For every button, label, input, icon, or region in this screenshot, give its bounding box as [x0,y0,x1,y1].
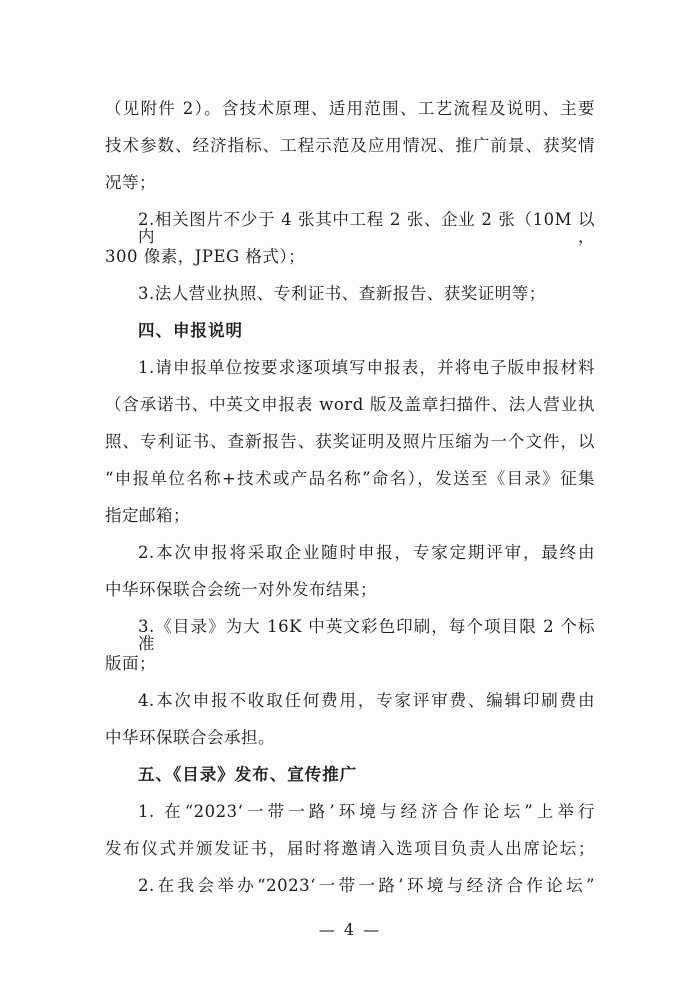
text-line: （含承诺书、中英文申报表 word 版及盖章扫描件、法人营业执 [105,395,595,414]
text-line: 1. 在“2023‘一带一路’环境与经济合作论坛”上举行 [138,802,595,821]
text-line: 3.《目录》为大 16K 中英文彩色印刷，每个项目限 2 个标准 [138,617,595,653]
page-number: — 4 — [318,920,382,939]
text-line: （见附件 2）。含技术原理、适用范围、工艺流程及说明、主要 [105,99,595,118]
text-line: “申报单位名称+技术或产品名称”命名），发送至《目录》征集 [105,469,595,488]
text-line: 发布仪式并颁发证书，届时将邀请入选项目负责人出席论坛； [105,839,595,858]
section-heading: 四、申报说明 [138,321,243,340]
text-line: 2.在我会举办“2023‘一带一路’环境与经济合作论坛” [138,876,595,895]
text-line: 技术参数、经济指标、工程示范及应用情况、推广前景、获奖情 [105,136,595,155]
text-line: 300 像素，JPEG 格式）； [105,247,306,266]
text-line: 1.请申报单位按要求逐项填写申报表，并将电子版申报材料 [138,358,595,377]
text-line: 中华环保联合会统一对外发布结果； [105,580,377,599]
text-line: 指定邮箱； [105,506,190,525]
text-line: 4.本次申报不收取任何费用，专家评审费、编辑印刷费由 [138,691,595,710]
text-line: 3.法人营业执照、专利证书、查新报告、获奖证明等； [138,284,546,303]
text-line: 照、专利证书、查新报告、获奖证明及照片压缩为一个文件，以 [105,432,595,451]
section-heading: 五、《目录》发布、宣传推广 [138,765,358,784]
text-line: 2.本次申报将采取企业随时申报，专家定期评审，最终由 [138,543,595,562]
text-line: 2.相关图片不少于 4 张其中工程 2 张、企业 2 张（10M 以内， [138,210,595,246]
text-line: 中华环保联合会承担。 [105,728,275,747]
text-line: 况等； [105,173,156,192]
text-line: 版面； [105,654,156,673]
